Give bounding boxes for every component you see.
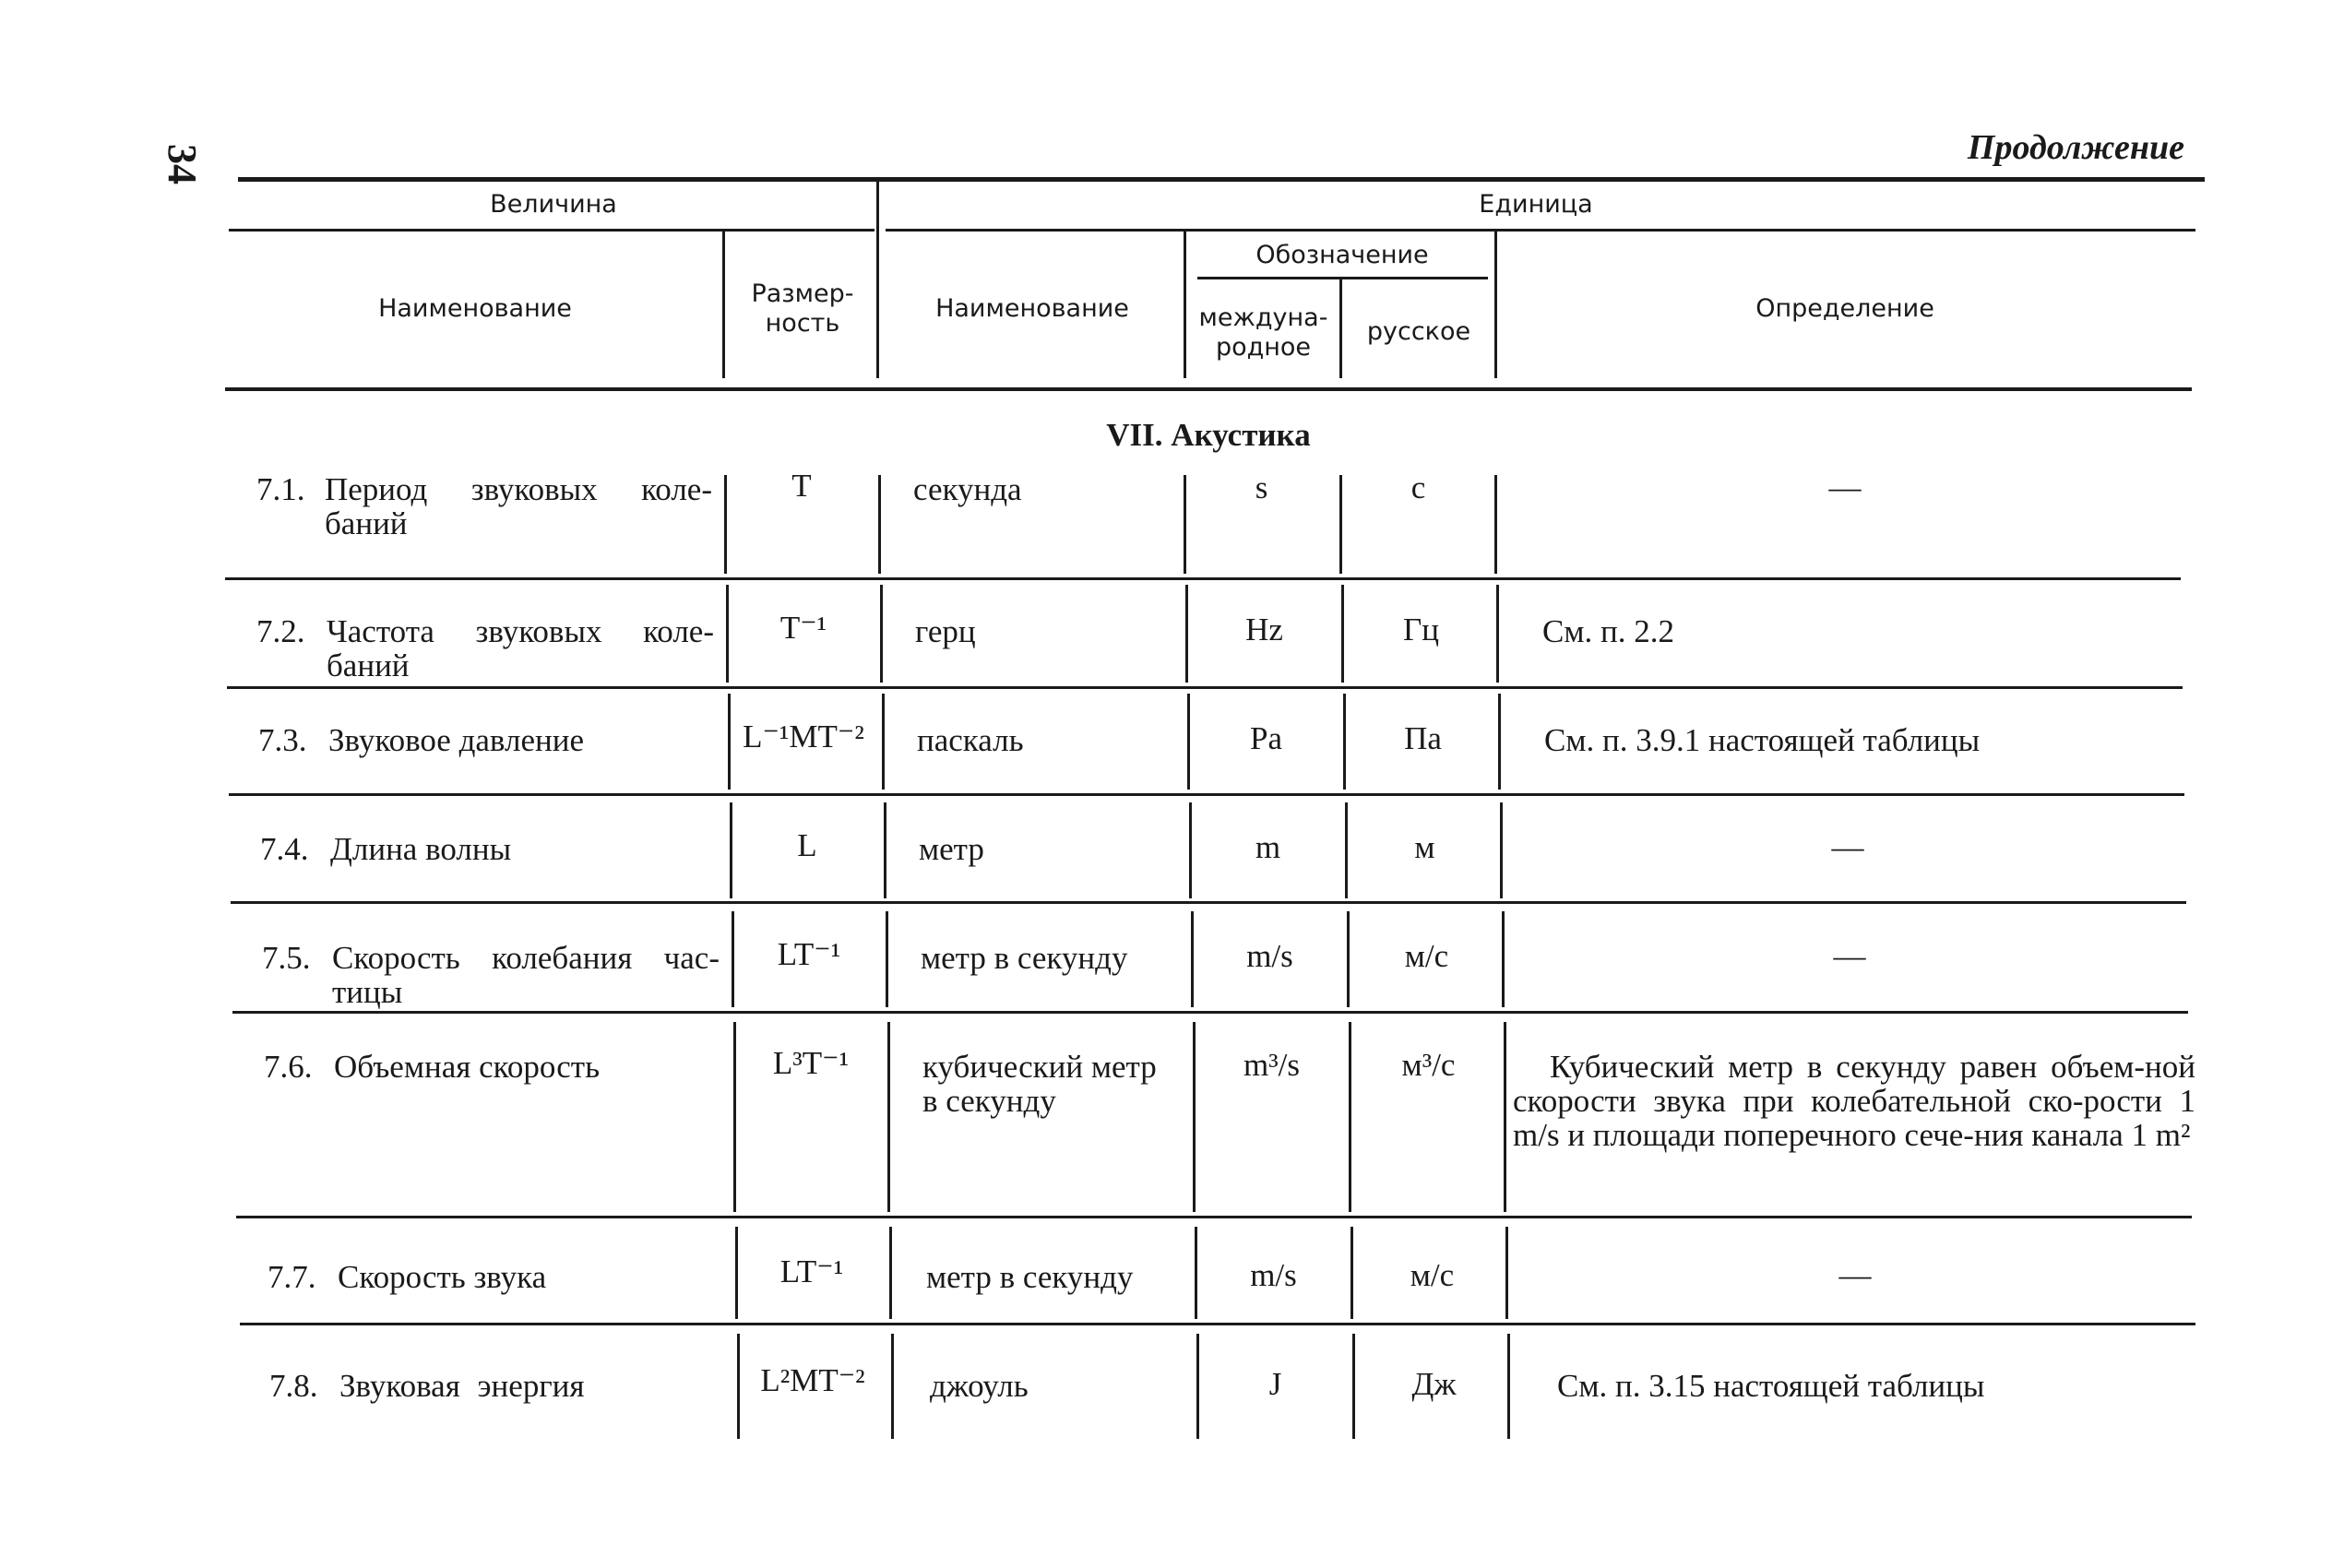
continuation-label: Продолжение (1967, 128, 2184, 167)
row-rule (227, 686, 2183, 689)
unit-name: герц (915, 613, 976, 649)
header-dimension: Размер-ность (751, 279, 854, 338)
quantity-name: Звуковое давление (328, 722, 584, 758)
header-unit-name: Наименование (935, 294, 1129, 323)
row-number: 7.5. (262, 940, 311, 976)
intl-symbol: s (1255, 469, 1268, 505)
header-designation: Обозначение (1255, 241, 1429, 269)
header-unit: Единица (1479, 190, 1593, 219)
quantity-name: Объемная скорость (334, 1049, 601, 1085)
row-number: 7.7. (268, 1259, 316, 1295)
intl-symbol: m (1255, 829, 1281, 865)
dimension-formula: T (791, 468, 812, 504)
column-divider (1345, 802, 1348, 898)
russian-symbol: м (1414, 829, 1435, 865)
column-divider (880, 585, 883, 683)
row-number: 7.8. (269, 1368, 318, 1404)
designation-rule (1197, 277, 1488, 279)
intl-symbol: m/s (1250, 1257, 1297, 1293)
russian-symbol: с (1410, 469, 1426, 505)
unit-definition: — (1831, 829, 1864, 865)
dimension-formula: L²MT⁻² (760, 1362, 865, 1398)
unit-definition: — (1833, 938, 1866, 974)
header-name: Наименование (378, 294, 572, 323)
russian-symbol: Гц (1403, 612, 1439, 647)
russian-symbol: м/с (1410, 1257, 1455, 1293)
column-divider (1349, 1022, 1351, 1212)
unit-name: метр в секунду (926, 1259, 1134, 1295)
row-number: 7.1. (256, 471, 305, 507)
column-divider (1352, 1334, 1355, 1439)
unit-name: секунда (913, 471, 1022, 507)
column-divider (889, 1227, 892, 1319)
header-international: междуна-родное (1198, 303, 1328, 362)
russian-symbol: Па (1404, 720, 1442, 756)
column-divider (1343, 694, 1346, 790)
quantity-name: Частота звуковых коле-баний (327, 613, 714, 683)
header-divider-intl-rus (1339, 277, 1342, 378)
row-number: 7.3. (258, 722, 307, 758)
quantity-name: Длина волны (330, 831, 512, 867)
unit-definition: См. п. 2.2 (1542, 613, 1674, 649)
unit-definition: — (1828, 469, 1862, 505)
dimension-formula: L³T⁻¹ (772, 1045, 850, 1081)
unit-name: джоуль (930, 1368, 1029, 1404)
header-subrule-left (229, 229, 874, 232)
dimension-formula: LT⁻¹ (777, 936, 841, 972)
unit-name: кубический метр в секунду (922, 1049, 1157, 1119)
header-definition: Определение (1755, 294, 1934, 323)
dimension-formula: T⁻¹ (779, 610, 827, 646)
header-divider-quantity-unit (876, 181, 879, 378)
column-divider (891, 1334, 894, 1439)
unit-definition: — (1838, 1257, 1872, 1293)
header-quantity: Величина (490, 190, 617, 219)
quantity-name: Скорость звука (338, 1259, 547, 1295)
dimension-formula: L (797, 827, 817, 863)
header-russian: русское (1366, 317, 1471, 346)
header-divider-designation (1184, 231, 1186, 378)
header-divider-definition (1494, 231, 1497, 378)
intl-symbol: J (1268, 1366, 1282, 1402)
row-rule (232, 1011, 2188, 1014)
column-divider (886, 911, 888, 1007)
column-divider (878, 475, 881, 574)
column-divider (1347, 911, 1350, 1007)
column-divider (1350, 1227, 1353, 1319)
row-rule (240, 1323, 2195, 1325)
intl-symbol: Hz (1245, 612, 1283, 647)
header-divider-dimension (722, 231, 725, 378)
quantity-name: Звуковая энергия (339, 1368, 585, 1404)
unit-name: паскаль (917, 722, 1024, 758)
unit-definition: См. п. 3.15 настоящей таблицы (1557, 1368, 1985, 1404)
intl-symbol: Pa (1250, 720, 1282, 756)
row-rule (225, 577, 2181, 580)
unit-definition: См. п. 3.9.1 настоящей таблицы (1544, 722, 1981, 758)
column-divider (1341, 585, 1344, 683)
column-divider (884, 802, 886, 898)
unit-name: метр (919, 831, 984, 867)
row-rule (231, 901, 2186, 904)
column-divider (882, 694, 885, 790)
dimension-formula: L⁻¹MT⁻² (743, 719, 864, 754)
column-divider (1494, 475, 1497, 574)
dimension-formula: LT⁻¹ (779, 1253, 844, 1289)
row-number: 7.2. (256, 613, 305, 649)
section-title: VII. Акустика (1106, 417, 1311, 453)
column-divider (887, 1022, 890, 1212)
quantity-name: Период звуковых коле-баний (325, 471, 712, 541)
row-rule (236, 1216, 2192, 1218)
header-subrule-right (886, 229, 2195, 232)
header-bottom-rule (225, 387, 2192, 391)
unit-definition: Кубический метр в секунду равен объем-ной скорости звука при колебательной ско-рости 1 m/s и площади поперечного сече-ния канала 1 m² (1513, 1049, 2195, 1153)
intl-symbol: m/s (1246, 938, 1293, 974)
russian-symbol: м/с (1404, 938, 1449, 974)
row-number: 7.4. (260, 831, 309, 867)
russian-symbol: Дж (1411, 1366, 1457, 1402)
row-rule (229, 793, 2184, 796)
intl-symbol: m³/s (1243, 1047, 1301, 1083)
russian-symbol: м³/с (1401, 1047, 1456, 1083)
unit-name: метр в секунду (921, 940, 1128, 976)
header-top-rule (238, 177, 2205, 182)
page-number: 34 (160, 144, 206, 184)
row-number: 7.6. (264, 1049, 313, 1085)
quantity-name: Скорость колебания час-тицы (332, 940, 720, 1010)
